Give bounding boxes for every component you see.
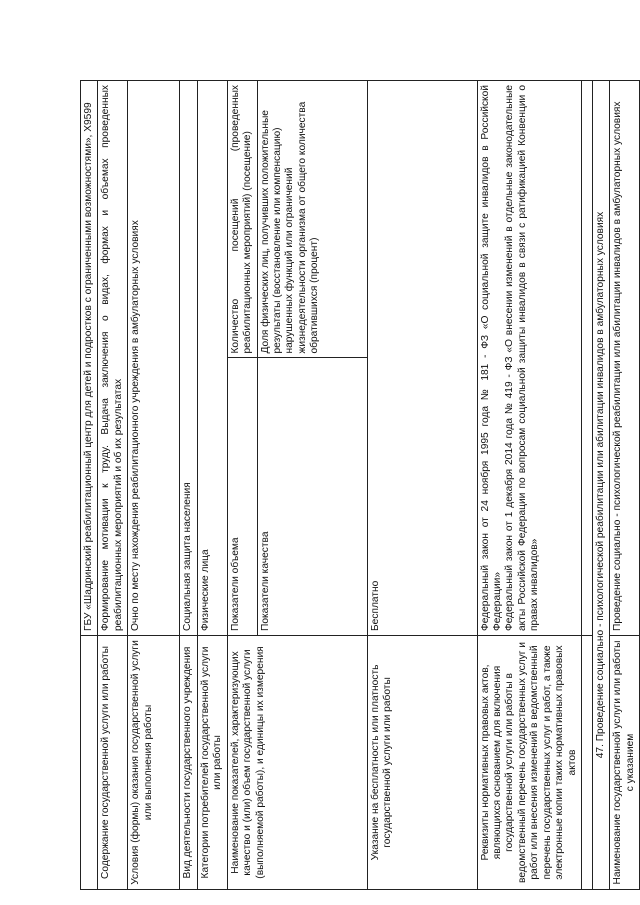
activity-label: Вид деятельности государственного учреждения	[180, 636, 197, 890]
content-value: Формирование мотивации к труду. Выдача заключения о видах, формах и объемах проведенных реабилитационных мероприятий и об их результатах	[98, 81, 128, 636]
table-row	[128, 81, 180, 890]
table-row	[180, 81, 197, 890]
free-label: Указание на бесплатность или платность государственной услуги или работы	[367, 636, 477, 890]
indicators-label: Наименование показателей, характеризующих качество и (или) объем государственной услуги (выполняемой работы), и единицы их измерения	[227, 636, 367, 890]
table-row	[582, 81, 593, 890]
blank-cell	[582, 636, 593, 890]
legal-value-1: Федеральный закон от 24 ноября 1995 года № 181 - ФЗ «О социальной защите инвалидов в Российской Федерации»	[479, 85, 503, 631]
conditions-value: Очно по месту нахождения реабилитационного учреждения в амбулаторных условиях	[128, 81, 180, 636]
content-label: Содержание государственной услуги или работы	[98, 636, 128, 890]
legal-label: Реквизиты нормативных правовых актов, являющихся основанием для включения государственной услуги или работы в ведомственный перечень государственных услуг и работ или внесения изменений в ведомственный перечень государственных услуг и работ, а также электронные копии таких нормативных правовых актов	[477, 636, 582, 890]
rotated-content	[80, 80, 636, 890]
activity-value: Социальная защита населения	[180, 81, 197, 636]
legal-value-2: Федеральный закон от 1 декабря 2014 года № 419 - ФЗ «О внесении изменений в отдельные законодательные акты Российской Федерации по вопросам социальной защиты инвалидов в связи с ратификацией Конвенции о правах инвалидов»	[504, 85, 541, 631]
blank-label-cell	[81, 636, 98, 890]
table-row	[610, 81, 640, 890]
table-row	[197, 81, 227, 890]
blank-cell	[582, 81, 593, 636]
section-47-heading: 47. Проведение социально - психологической реабилитации или абилитации инвалидов в амбулаторных условиях	[593, 81, 610, 890]
institution-value: ГБУ «Шадринский реабилитационный центр для детей и подростков с ограниченными возможностями», Х9599	[81, 81, 98, 636]
quality-indicators-label: Показатели качества	[257, 358, 367, 636]
next-row-value: Проведение социально - психологической реабилитации или абилитации инвалидов в амбулаторных условиях	[610, 81, 640, 636]
consumers-value: Физические лица	[197, 81, 227, 636]
legal-value	[477, 81, 582, 636]
table-row	[81, 81, 98, 890]
consumers-label: Категории потребителей государственной услуги или работы	[197, 636, 227, 890]
table-row	[98, 81, 128, 890]
next-row-label: Наименование государственной услуги или работы с указанием	[610, 636, 640, 890]
volume-indicators-value: Количество посещений (проведенных реабилитационных мероприятий) (посещение)	[227, 81, 257, 359]
volume-indicators-label: Показатели объема	[227, 358, 257, 636]
service-register-table	[80, 80, 640, 890]
table-row	[227, 81, 257, 890]
table-row	[477, 81, 582, 890]
free-value: Бесплатно	[367, 81, 477, 636]
quality-indicators-value: Доля физических лиц, получивших положительные результаты (восстановление или компенсацию) нарушенных функций или ограничений жизнедеятельности организма от общего количества обратившихся (процент)	[257, 81, 367, 359]
table-row	[367, 81, 477, 890]
table-row	[593, 81, 610, 890]
conditions-label: Условия (формы) оказания государственной услуги или выполнения работы	[128, 636, 180, 890]
